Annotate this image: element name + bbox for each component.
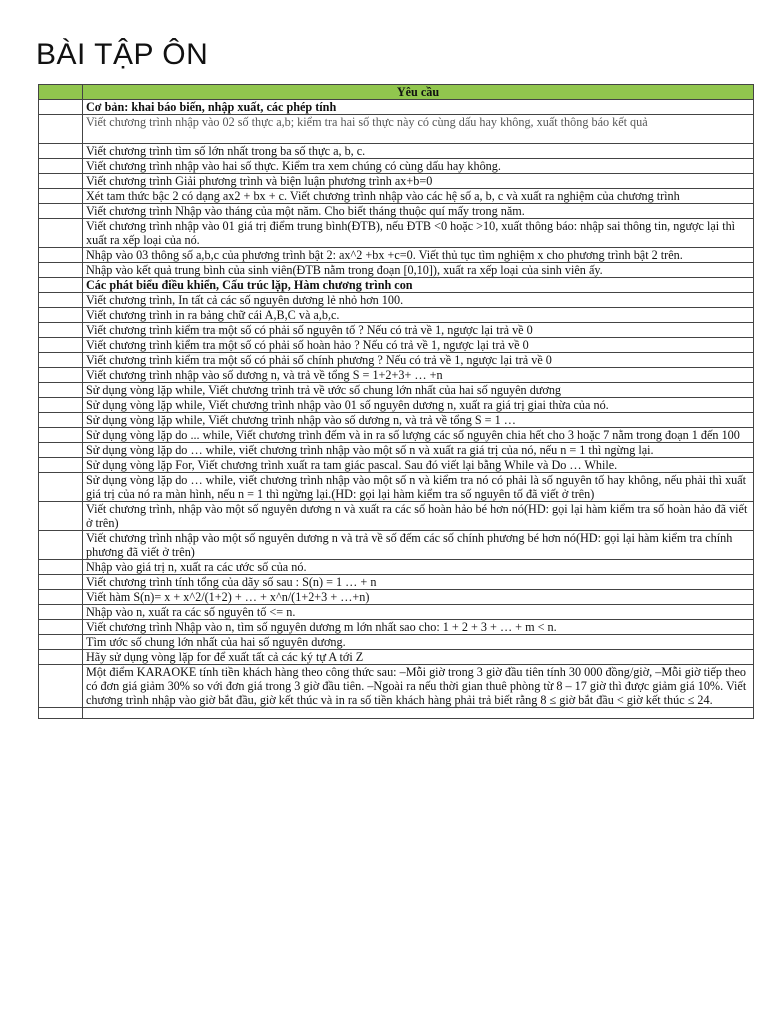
requirement-text: Viết chương trình in ra bảng chữ cái A,B,C và a,b,c.: [83, 308, 754, 323]
table-row: [39, 458, 754, 473]
requirement-text: Viết chương trình tính tổng của dãy số sau : S(n) = 1 … + n: [83, 575, 754, 590]
table-row: [39, 605, 754, 620]
requirement-text: Nhập vào n, xuất ra các số nguyên tố <= n.: [83, 605, 754, 620]
table-row: [39, 353, 754, 368]
row-number-cell: [39, 248, 83, 263]
table-row: [39, 219, 754, 248]
table-row: [39, 338, 754, 353]
requirement-text: Sử dụng vòng lặp while, Viết chương trình nhập vào 01 số nguyên dương n, xuất ra giá trị giai thừa của nó.: [83, 398, 754, 413]
requirement-text: Sử dụng vòng lặp while, Viết chương trình nhập vào số dương n, và trả về tổng S = 1 …: [83, 413, 754, 428]
row-number-cell: [39, 278, 83, 293]
row-number-cell: [39, 159, 83, 174]
table-row: [39, 560, 754, 575]
table-row: [39, 708, 754, 719]
requirement-text: Viết chương trình nhập vào 01 giá trị điểm trung bình(ĐTB), nếu ĐTB <0 hoặc >10, xuất thông báo: nhập sai thông tin, ngược lại thì xuất ra xếp loại của nó.: [83, 219, 754, 248]
requirement-text: Viết chương trình, In tất cả các số nguyên dương lẻ nhỏ hơn 100.: [83, 293, 754, 308]
table-row: [39, 575, 754, 590]
table-row: [39, 635, 754, 650]
row-number-cell: [39, 323, 83, 338]
requirement-text: Sử dụng vòng lặp while, Viết chương trình trả về ước số chung lớn nhất của hai số nguyên dương: [83, 383, 754, 398]
row-number-cell: [39, 293, 83, 308]
requirement-text: Viết chương trình kiểm tra một số có phải số chính phương ? Nếu có trả về 1, ngược lại trả về 0: [83, 353, 754, 368]
requirement-text: Viết chương trình Nhập vào tháng của một năm. Cho biết tháng thuộc quí mấy trong năm.: [83, 204, 754, 219]
table-row: [39, 115, 754, 144]
row-number-cell: [39, 219, 83, 248]
row-number-cell: [39, 605, 83, 620]
requirement-text: Một điểm KARAOKE tính tiền khách hàng theo công thức sau: –Mỗi giờ trong 3 giờ đầu tiên tính 30 000 đồng/giờ, –Mỗi giờ tiếp theo có đơn giá giảm 30% so với đơn giá trong 3 giờ đầu tiên. –Ngoài ra nếu thời gian thuê phòng từ 8 – 17 giờ thì được giảm giá 10%. Viết chương trình nhập vào giờ bắt đầu, giờ kết thúc và in ra số tiền khách hàng phải trả biết rằng 8 ≤ giờ bắt đầu < giờ kết thúc ≤ 24.: [83, 665, 754, 708]
table-row: [39, 650, 754, 665]
table-row: [39, 189, 754, 204]
row-number-cell: [39, 531, 83, 560]
row-number-cell: [39, 473, 83, 502]
row-number-cell: [39, 174, 83, 189]
row-number-cell: [39, 368, 83, 383]
row-number-cell: [39, 308, 83, 323]
requirement-text: Viết chương trình Giải phương trình và biện luận phương trình ax+b=0: [83, 174, 754, 189]
table-row: [39, 144, 754, 159]
row-number-cell: [39, 635, 83, 650]
table-row: [39, 204, 754, 219]
table-row: [39, 293, 754, 308]
header-number-cell: [39, 85, 83, 100]
requirement-text: [83, 708, 754, 719]
table-row: [39, 665, 754, 708]
requirement-text: Viết hàm S(n)= x + x^2/(1+2) + … + x^n/(1+2+3 + …+n): [83, 590, 754, 605]
requirement-text: Viết chương trình kiểm tra một số có phải số hoàn hảo ? Nếu có trả về 1, ngược lại trả về 0: [83, 338, 754, 353]
requirement-text: Viết chương trình nhập vào 02 số thực a,b; kiểm tra hai số thực này có cùng dấu hay không, xuất thông báo kết quả: [83, 115, 754, 144]
row-number-cell: [39, 263, 83, 278]
requirement-text: Viết chương trình nhập vào hai số thực. Kiểm tra xem chúng có cùng dấu hay không.: [83, 159, 754, 174]
section-heading: Cơ bản: khai báo biến, nhập xuất, các phép tính: [83, 100, 754, 115]
row-number-cell: [39, 428, 83, 443]
row-number-cell: [39, 575, 83, 590]
requirement-text: Nhập vào giá trị n, xuất ra các ước số của nó.: [83, 560, 754, 575]
table-row: [39, 263, 754, 278]
row-number-cell: [39, 620, 83, 635]
table-row: [39, 443, 754, 458]
requirement-text: Viết chương trình tìm số lớn nhất trong ba số thực a, b, c.: [83, 144, 754, 159]
table-row: [39, 620, 754, 635]
header-requirement: Yêu cầu: [83, 85, 754, 100]
row-number-cell: [39, 383, 83, 398]
table-row: [39, 159, 754, 174]
section-row: [39, 100, 754, 115]
row-number-cell: [39, 100, 83, 115]
row-number-cell: [39, 458, 83, 473]
table-row: [39, 398, 754, 413]
table-row: [39, 531, 754, 560]
requirement-text: Sử dụng vòng lặp do … while, viết chương trình nhập vào một số n và kiểm tra nó có phải là số nguyên tố hay không, nếu phải thì xuất giá trị của nó ra màn hình, nếu n = 1 thì ngừng lại.(HD: gọi lại hàm kiểm tra số nguyên tố đã viết ở trên): [83, 473, 754, 502]
table-row: [39, 383, 754, 398]
table-row: [39, 413, 754, 428]
row-number-cell: [39, 398, 83, 413]
row-number-cell: [39, 115, 83, 144]
requirement-text: Sử dụng vòng lặp do ... while, Viết chương trình đếm và in ra số lượng các số nguyên chia hết cho 3 hoặc 7 nằm trong đoạn 1 đến 100: [83, 428, 754, 443]
table-row: [39, 323, 754, 338]
requirement-text: Nhập vào kết quả trung bình của sinh viên(ĐTB nằm trong đoạn [0,10]), xuất ra xếp loại của sinh viên ấy.: [83, 263, 754, 278]
requirement-text: Viết chương trình nhập vào một số nguyên dương n và trả về số đếm các số chính phương bé hơn nó(HD: gọi lại hàm kiểm tra chính phương đã viết ở trên): [83, 531, 754, 560]
row-number-cell: [39, 413, 83, 428]
table-row: [39, 590, 754, 605]
row-number-cell: [39, 502, 83, 531]
table-row: [39, 248, 754, 263]
requirement-text: Sử dụng vòng lặp For, Viết chương trình xuất ra tam giác pascal. Sau đó viết lại bằng While và Do … While.: [83, 458, 754, 473]
table-header-row: [39, 85, 754, 100]
exercise-table: [38, 84, 754, 719]
requirement-text: Hãy sử dụng vòng lặp for để xuất tất cả các ký tự A tới Z: [83, 650, 754, 665]
row-number-cell: [39, 650, 83, 665]
section-heading: Các phát biểu điều khiển, Cấu trúc lặp, Hàm chương trình con: [83, 278, 754, 293]
row-number-cell: [39, 708, 83, 719]
requirement-text: Sử dụng vòng lặp do … while, viết chương trình nhập vào một số n và xuất ra giá trị của nó, nếu n = 1 thì ngừng lại.: [83, 443, 754, 458]
requirement-text: Xét tam thức bậc 2 có dạng ax2 + bx + c. Viết chương trình nhập vào các hệ số a, b, c và xuất ra nghiệm của chương trình: [83, 189, 754, 204]
row-number-cell: [39, 144, 83, 159]
table-row: [39, 473, 754, 502]
row-number-cell: [39, 204, 83, 219]
row-number-cell: [39, 338, 83, 353]
row-number-cell: [39, 665, 83, 708]
table-row: [39, 368, 754, 383]
page-title: BÀI TẬP ÔN: [36, 38, 209, 71]
requirement-text: Tìm ước số chung lớn nhất của hai số nguyên dương.: [83, 635, 754, 650]
row-number-cell: [39, 590, 83, 605]
table-row: [39, 428, 754, 443]
table-row: [39, 502, 754, 531]
requirement-text: Viết chương trình nhập vào số dương n, và trả về tổng S = 1+2+3+ … +n: [83, 368, 754, 383]
row-number-cell: [39, 189, 83, 204]
row-number-cell: [39, 353, 83, 368]
requirement-text: Viết chương trình, nhập vào một số nguyên dương n và xuất ra các số hoàn hảo bé hơn nó(HD: gọi lại hàm kiểm tra số hoàn hảo đã viết ở trên): [83, 502, 754, 531]
requirement-text: Viết chương trình Nhập vào n, tìm số nguyên dương m lớn nhất sao cho: 1 + 2 + 3 + … + m < n.: [83, 620, 754, 635]
table-row: [39, 174, 754, 189]
section-row: [39, 278, 754, 293]
table-row: [39, 308, 754, 323]
requirement-text: Nhập vào 03 thông số a,b,c của phương trình bật 2: ax^2 +bx +c=0. Viết thủ tục tìm nghiệm x cho phương trình bật 2 trên.: [83, 248, 754, 263]
row-number-cell: [39, 560, 83, 575]
requirement-text: Viết chương trình kiểm tra một số có phải số nguyên tố ? Nếu có trả về 1, ngược lại trả về 0: [83, 323, 754, 338]
row-number-cell: [39, 443, 83, 458]
